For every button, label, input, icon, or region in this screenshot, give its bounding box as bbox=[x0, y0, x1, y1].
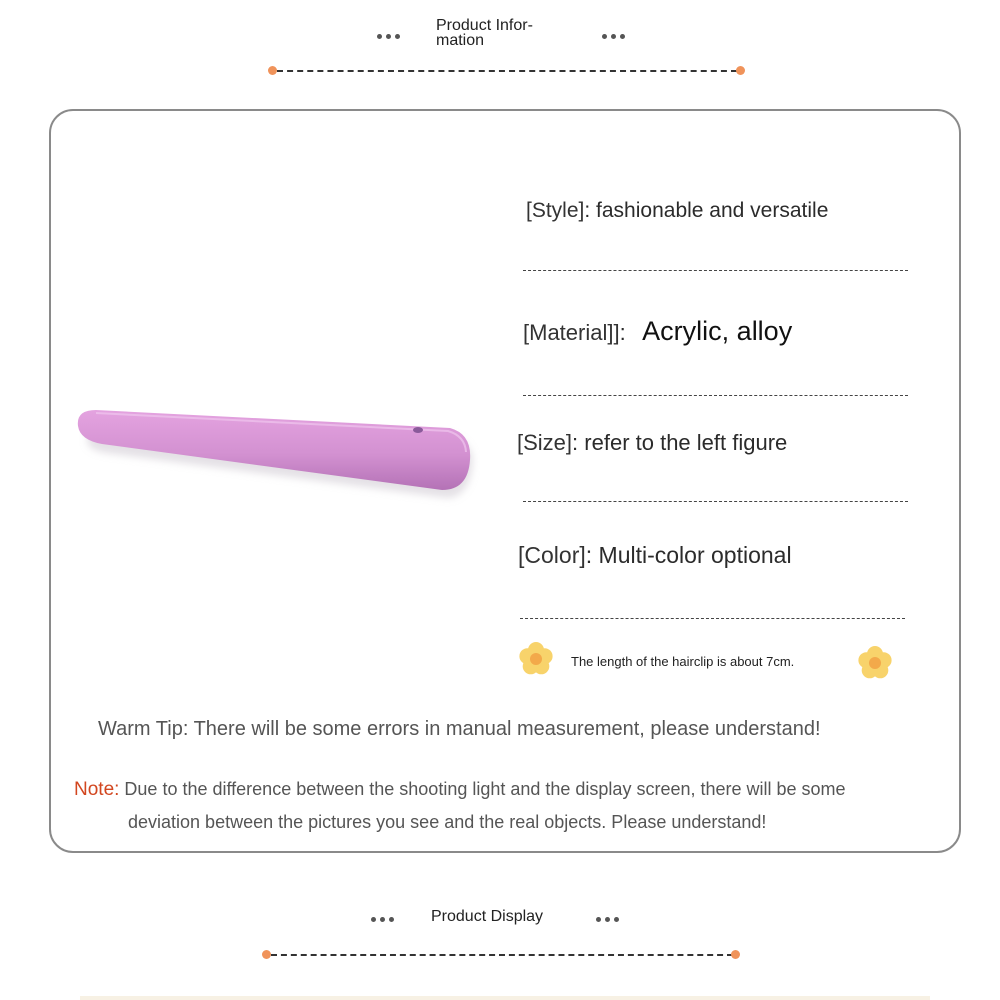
header-title-line2: mation bbox=[436, 32, 485, 49]
spec-material-sep: : bbox=[619, 320, 626, 345]
hairclip-length-hint: The length of the hairclip is about 7cm. bbox=[571, 654, 795, 669]
spec-divider-2 bbox=[523, 395, 908, 396]
header-title-line1: Product Infor- bbox=[436, 17, 533, 34]
spec-size-sep: : bbox=[572, 430, 579, 455]
display-right-dots bbox=[596, 917, 619, 922]
flower-icon bbox=[856, 644, 894, 682]
divider-left-dot bbox=[268, 66, 277, 75]
spec-size-key: [Size] bbox=[517, 430, 573, 455]
header-divider bbox=[277, 70, 737, 72]
bottom-strip bbox=[80, 996, 930, 1000]
spec-color-key: [Color] bbox=[518, 542, 586, 568]
spec-color-value: Multi-color optional bbox=[598, 542, 792, 568]
note-label: Note: bbox=[74, 779, 120, 800]
spec-style bbox=[526, 199, 828, 223]
spec-size bbox=[517, 430, 787, 456]
spec-material-key: [Material]] bbox=[523, 320, 620, 345]
note-line2: deviation between the pictures you see and the real objects. Please understand! bbox=[128, 812, 767, 832]
spec-color-sep: : bbox=[585, 542, 593, 568]
spec-style-value: fashionable and versatile bbox=[596, 199, 829, 222]
spec-style-key: [Style] bbox=[526, 199, 585, 222]
display-divider-right-dot bbox=[731, 950, 740, 959]
header-right-dots bbox=[602, 34, 625, 39]
divider-right-dot bbox=[736, 66, 745, 75]
spec-style-sep: : bbox=[584, 199, 591, 222]
flower-icon bbox=[517, 640, 555, 678]
header-title bbox=[436, 18, 576, 48]
display-left-dots bbox=[371, 917, 394, 922]
spec-material bbox=[523, 316, 792, 347]
spec-divider-1 bbox=[523, 270, 908, 271]
note-line1: Due to the difference between the shooting light and the display screen, there will be some bbox=[119, 779, 846, 799]
warm-tip: Warm Tip: There will be some errors in manual measurement, please understand! bbox=[98, 718, 821, 740]
hairclip-image bbox=[70, 400, 480, 510]
header-left-dots bbox=[377, 34, 400, 39]
spec-divider-3 bbox=[523, 501, 908, 502]
spec-size-value: refer to the left figure bbox=[584, 430, 788, 455]
note bbox=[74, 773, 924, 839]
spec-divider-4 bbox=[520, 618, 905, 619]
spec-color bbox=[518, 542, 792, 569]
display-divider bbox=[271, 954, 733, 956]
display-title: Product Display bbox=[431, 908, 544, 925]
display-divider-left-dot bbox=[262, 950, 271, 959]
spec-material-value: Acrylic, alloy bbox=[642, 316, 793, 346]
